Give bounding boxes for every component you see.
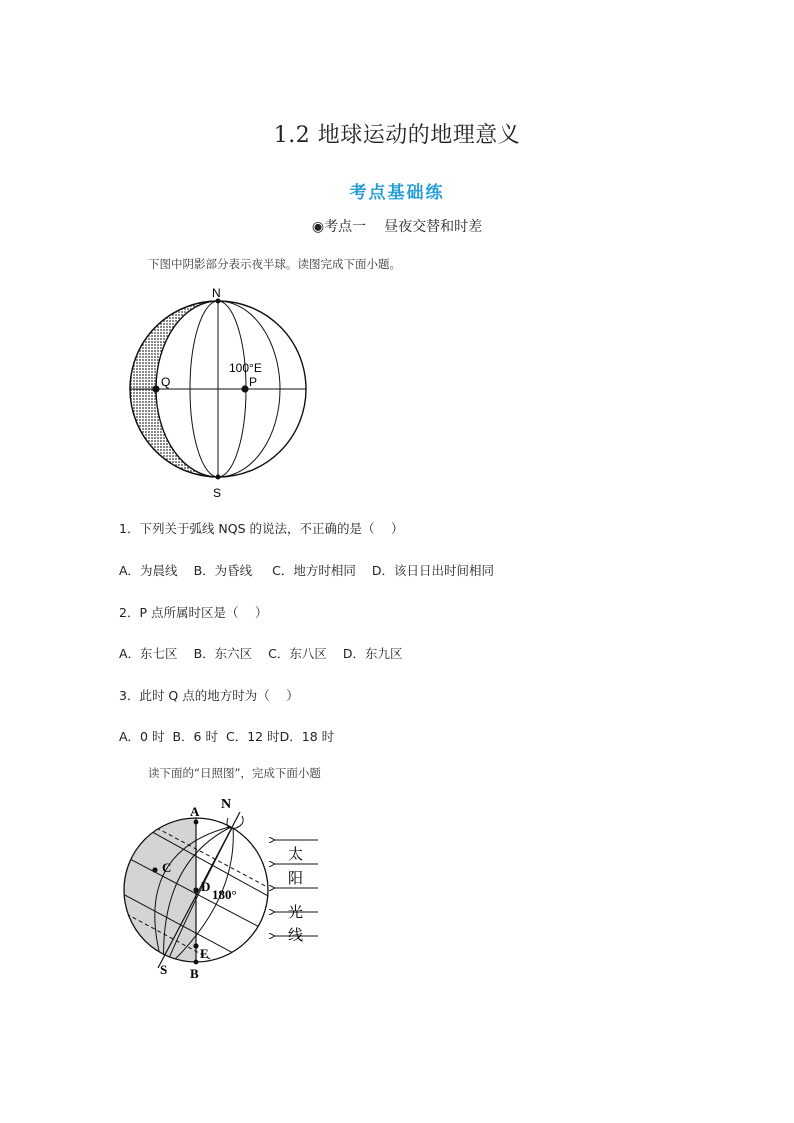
subsection-marker: ◉ (311, 219, 325, 235)
label-b: B (190, 966, 199, 981)
option: C．地方时相同 (272, 563, 356, 578)
option: D．东九区 (342, 646, 403, 661)
point-a (194, 820, 199, 825)
option: A．东七区 (119, 646, 178, 661)
page-title: 1.2 地球运动的地理意义 (273, 123, 521, 148)
label-d: D (201, 879, 211, 894)
intro-text-1: 下图中阴影部分表示夜半球。读图完成下面小题。 (148, 257, 401, 271)
label-s: S (160, 962, 168, 977)
sunlight-char: 光 (288, 905, 304, 921)
option: B．6 时 (172, 729, 218, 744)
south-pole-point (216, 475, 221, 480)
option: C．东八区 (268, 646, 327, 661)
label-longitude: 100°E (229, 361, 262, 375)
point-d (193, 887, 198, 892)
label-n: N (221, 797, 232, 812)
option: A．0 时 (119, 729, 165, 744)
question-1-stem: 1．下列关于弧线 NQS 的说法，不正确的是（ ） (119, 521, 404, 536)
option: B．为昏线 (193, 563, 253, 578)
subsection-heading (0, 216, 794, 236)
question-2-stem: 2．P 点所属时区是（ ） (119, 605, 268, 620)
point-e (193, 943, 198, 948)
sunlight-char: 阳 (288, 871, 304, 887)
subsection-topic: 昼夜交替和时差 (384, 219, 483, 235)
figure-night-hemisphere (118, 284, 318, 502)
question-3-options (119, 727, 334, 745)
option: C．12 时 (226, 729, 280, 744)
option: A．为晨线 (119, 563, 178, 578)
point-b (194, 960, 199, 965)
point-c (152, 867, 157, 872)
label-e: E (200, 946, 209, 961)
figure-illumination-map (118, 792, 328, 984)
sunlight-char: 太 (288, 847, 304, 863)
point-p (241, 385, 248, 392)
subsection-label: 考点一 (324, 219, 367, 235)
label-n: N (212, 286, 221, 300)
option: D．18 时 (279, 729, 335, 744)
label-c: C (162, 860, 172, 875)
question-1-options (119, 561, 494, 579)
intro-text-2: 读下面的“日照图”，完成下面小题 (148, 766, 321, 780)
question-3-stem: 3．此时 Q 点的地方时为（ ） (119, 688, 299, 703)
section-heading: 考点基础练 (349, 183, 445, 203)
sunlight-char: 线 (288, 928, 304, 944)
label-p: P (249, 375, 258, 389)
label-s: S (213, 486, 222, 500)
option: B．东六区 (193, 646, 253, 661)
question-2-options (119, 644, 403, 662)
option: D．该日日出时间相同 (371, 563, 495, 578)
label-q: Q (161, 375, 171, 389)
label-longitude: 180° (212, 887, 237, 902)
point-q (152, 385, 159, 392)
label-a: A (190, 804, 200, 819)
